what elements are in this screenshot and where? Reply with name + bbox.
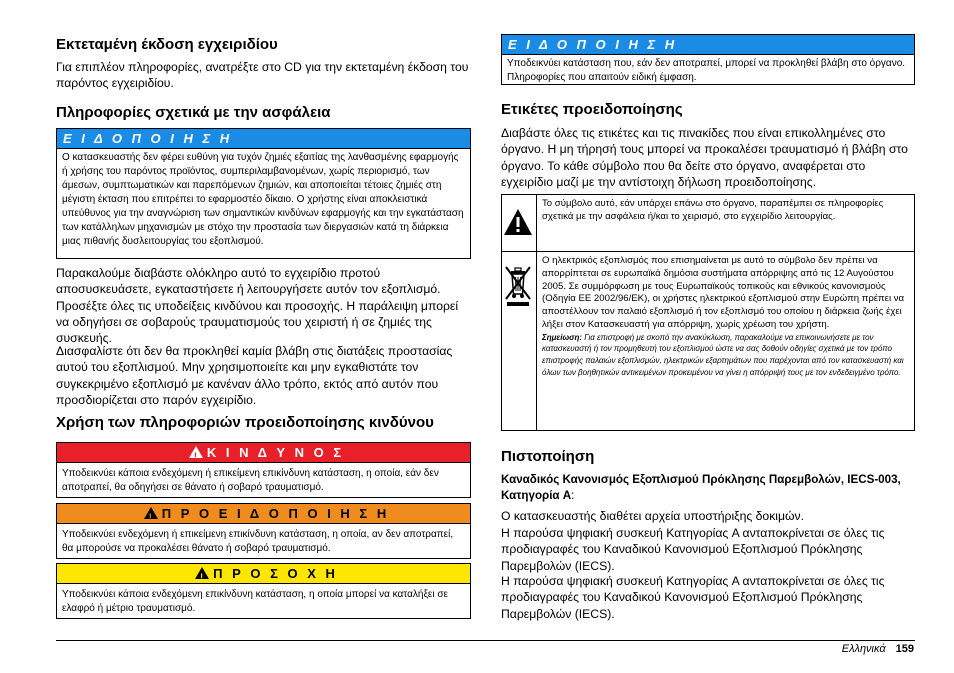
section-title-warning-labels: Ετικέτες προειδοποίησης: [501, 101, 683, 118]
table-row: [502, 251, 914, 431]
warning-labels-text: Διαβάστε όλες τις ετικέτες και τις πινακίδες που είναι επικολλημένες στο όργανο. Η μη τήρησή τους μπορεί να προκαλέσει τραυματισμό ή βλάβη στο όργανο. Το κάθε σύμβολο που θα δείτε στο όργανο, αναφέρεται στο εγχειρίδιο μαζί με την αντίστοιχη δήλωση προειδοποίησης.: [501, 126, 908, 189]
footer-language: Ελληνικά: [841, 643, 886, 655]
caution-title: Π Ρ Ο Σ Ο Χ Η: [213, 566, 338, 581]
page-number: 159: [895, 643, 914, 655]
warning-box: [56, 503, 471, 559]
danger-title: Κ Ι Ν Δ Υ Ν Ο Σ: [206, 445, 345, 460]
warning-triangle-icon: [189, 446, 203, 458]
warning-symbol-cell: [502, 195, 537, 251]
certification-text-1: Ο κατασκευαστής διαθέτει αρχεία υποστήριξης δοκιμών.: [501, 509, 805, 523]
warning-symbol-text: Το σύμβολο αυτό, εάν υπάρχει επάνω στο όργανο, παραπέμπει σε πληροφορίες σχετικά με την ασφάλεια ή/και το χειρισμό, στο εγχειρίδιο λειτουργίας.: [542, 198, 884, 222]
crossed-out-bin-icon: [503, 262, 533, 308]
certification-text-2: Η παρούσα ψηφιακή συσκευή Κατηγορίας A ανταποκρίνεται σε όλες τις προδιαγραφές του Καναδικού Κανονισμού Εξοπλισμού Πρόκλησης Παρεμβολών (IECS).: [501, 526, 885, 573]
section-title-extended-manual: Εκτεταμένη έκδοση εγχειριδίου: [56, 36, 278, 53]
read-manual-text: Παρακαλούμε διαβάστε ολόκληρο αυτό το εγχειρίδιο πρoτού αποσυσκευάσετε, εγκαταστήσετε ή λειτουργήσετε αυτόν τον εξοπλισμό. Προσέξτε όλες τις υποδείξεις κινδύνου και προσοχής. Η παράλειψη μπορεί να οδηγήσει σε σοβαρούς τραυματισμούς του χειριστή ή σε ζημιές της συσκευής.: [56, 266, 459, 346]
symbols-table: [501, 194, 915, 431]
warning-triangle-icon: [195, 567, 209, 579]
safety-notice-box: [56, 128, 471, 259]
warning-body: Υποδεικνύει ενδεχόμενη ή επικείμενη επικίνδυνη κατάσταση, η οποία, αν δεν αποτραπεί, θα μπορούσε να προκαλέσει θάνατο ή σοβαρό τραυματισμό.: [57, 523, 470, 558]
instrument-notice-box: [501, 34, 915, 85]
certification-subtitle-colon: :: [571, 488, 575, 502]
weee-note: [542, 332, 909, 378]
certification-subtitle: [501, 472, 915, 503]
section-title-certification: Πιστοποίηση: [501, 448, 595, 465]
note-text: Για επιστροφή με σκοπό την ανακύκλωση, παρακαλούμε να επικοινωνήσετε με τον κατασκευαστή ή τον προμηθευτή του εξοπλισμού ώστε να σας δοθούν οδηγίες σχετικά με τον τρόπο επιστροφής παλαιών εξοπλισμών, ηλεκτρικών εξαρτημάτων που παρέχονται από τον κατασκευαστή και όλων των βοηθητικών αντικειμένων προκειμένου να γίνει η απόρριψή τους με τον ενδεδειγμένο τρόπο.: [542, 332, 904, 377]
weee-symbol-text: [537, 252, 914, 431]
section-title-hazard-info: Χρήση των πληροφοριών προειδοποίησης κινδύνου: [56, 414, 434, 431]
page-footer: [842, 643, 914, 655]
warning-triangle-icon: [503, 207, 533, 237]
caution-box: [56, 563, 471, 619]
weee-symbol-cell: [502, 252, 537, 431]
danger-body: Υποδεικνύει κάποια ενδεχόμενη ή επικείμενη επικίνδυνη κατάσταση, η οποία, εάν δεν αποτραπεί, θα οδηγήσει σε θάνατο ή σοβαρό τραυματισμό.: [57, 462, 470, 497]
weee-main-text: Ο ηλεκτρικός εξοπλισμός που επισημαίνεται με αυτό το σύμβολο δεν πρέπει να απορρίπτεται σε ευρωπαϊκά δημόσια συστήματα απόρριψης από τις 12 Αυγούστου 2005. Σε συμμόρφωση με τους Ευρωπαϊκούς τοπικούς και εθνικούς κανονισμούς (Οδηγία ΕΕ 2002/96/ΕΚ), οι χρήστες ηλεκτρικού εξοπλισμού στην Ευρώπη πρέπει να αποστέλλουν τον παλαιό εξοπλισμό ή τον εξοπλισμό του οποίου η διάρκεια ζωής έχει λήξει στον Κατασκευαστή για απόρριψη, χωρίς χρέωση του χρήστη.: [542, 255, 905, 330]
extended-manual-text: Για επιπλέον πληροφορίες, ανατρέξτε στο CD για την εκτεταμένη έκδοση του παρόντος εγχειριδίου.: [56, 60, 469, 91]
certification-text-3: Η παρούσα ψηφιακή συσκευή Κατηγορίας A ανταποκρίνεται σε όλες τις προδιαγραφές του Καναδικού Κανονισμού Εξοπλισμού Πρόκλησης Παρεμβολών (IECS).: [501, 574, 885, 621]
warning-triangle-icon: [144, 507, 158, 519]
ensure-protection-text: Διασφαλίστε ότι δεν θα προκληθεί καμία βλάβη στις διατάξεις προστασίας αυτού του εξοπλισμού. Μην χρησιμοποιείτε και μην εγκαθιστάτε τον συγκεκριμένο εξοπλισμό με κανέναν άλλο τρόπο, εκτός από αυτόν που προσδιορίζεται στο παρόν εγχειρίδιο.: [56, 344, 453, 407]
caution-body: Υποδεικνύει κάποια ενδεχόμενη επικίνδυνη κατάσταση, η οποία μπορεί να καταλήξει σε ελαφρό ή μέτριο τραυματισμό.: [57, 583, 470, 618]
footer-divider: [56, 640, 915, 641]
table-row: [502, 195, 914, 251]
danger-box: [56, 442, 471, 498]
notice-header: Ε Ι Δ Ο Π Ο Ι Η Σ Η: [57, 129, 470, 148]
caution-header: [57, 564, 470, 583]
section-title-safety: Πληροφορίες σχετικά με την ασφάλεια: [56, 104, 331, 121]
danger-header: [57, 443, 470, 462]
warning-title: Π Ρ Ο Ε Ι Δ Ο Π Ο Ι Η Σ Η: [161, 506, 390, 521]
note-label: Σημείωση:: [542, 332, 583, 342]
notice-body: Ο κατασκευαστής δεν φέρει ευθύνη για τυχόν ζημιές εξαιτίας της λανθασμένης εφαρμογής ή χρήσης του παρόντος προϊόντος, συμπεριλαμβανομένων, χωρίς περιορισμό, των άμεσων, συμπτωματικών και παρεπόμενων ζημιών, και αποποιείται τέτοιες ζημιές στη μέγιστη έκταση που επιτρέπει το εφαρμοστέο δίκαιο. Ο χρήστης είναι αποκλειστικά υπεύθυνος για την αναγνώριση των σημαντικών κινδύνων εφαρμογής και την εγκατάσταση των κατάλληλων μηχανισμών με στόχο την προστασία των διεργασιών κατά τη διάρκεια μιας πιθανής δυσλειτουργίας του εξοπλισμού.: [57, 148, 470, 251]
notice-header: Ε Ι Δ Ο Π Ο Ι Η Σ Η: [502, 35, 914, 54]
warning-header: [57, 504, 470, 523]
notice-body: Υποδεικνύει κατάσταση που, εάν δεν αποτραπεί, μπορεί να προκληθεί βλάβη στο όργανο. Πληροφορίες που απαιτούν ειδική έμφαση.: [502, 54, 914, 87]
certification-subtitle-text: Καναδικός Κανονισμός Εξοπλισμού Πρόκλησης Παρεμβολών, IECS-003, Κατηγορία A: [501, 473, 901, 502]
